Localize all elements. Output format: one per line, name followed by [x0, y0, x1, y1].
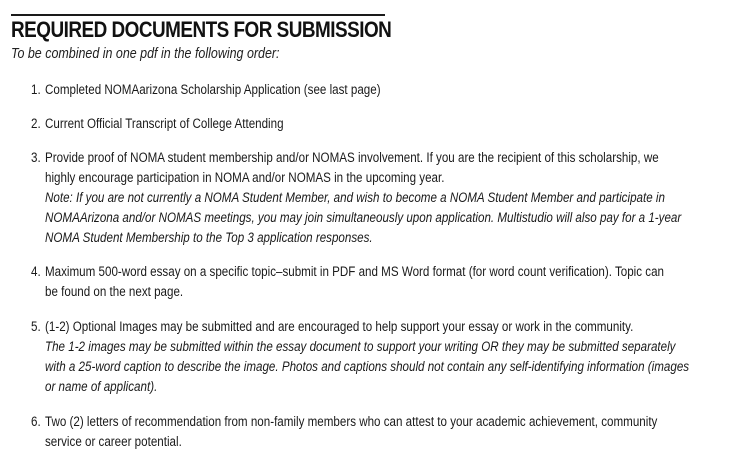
- item-text: [45, 80, 733, 100]
- item-number: 1.: [31, 82, 41, 97]
- heading-rule: [11, 14, 385, 16]
- item-note-line: NOMAArizona and/or NOMAS meetings, you may join simultaneously upon application. Multistudio will also pay for a 1-year: [45, 210, 682, 225]
- item-text: [45, 412, 733, 452]
- item-line: Current Official Transcript of College Attending: [45, 116, 284, 131]
- item-line: Completed NOMAarizona Scholarship Application (see last page): [45, 82, 381, 97]
- item-text: [45, 114, 733, 134]
- item-line: service or career potential.: [45, 434, 182, 449]
- item-line: Provide proof of NOMA student membership and/or NOMAS involvement. If you are the recipient of this scholarship, we: [45, 150, 659, 165]
- item-note-line: or name of applicant).: [45, 379, 158, 394]
- page-title: REQUIRED DOCUMENTS FOR SUBMISSION: [11, 17, 392, 42]
- item-line: Two (2) letters of recommendation from non-family members who can attest to your academic achievement, community: [45, 414, 658, 429]
- item-text: [45, 148, 733, 248]
- item-note-line: with a 25-word caption to describe the image. Photos and captions should not contain any self-identifying information (images: [45, 359, 690, 374]
- item-line: (1-2) Optional Images may be submitted and are encouraged to help support your essay or work in the community.: [45, 319, 634, 334]
- item-number: 2.: [31, 116, 41, 131]
- item-text: [45, 317, 733, 397]
- item-text: [45, 262, 733, 302]
- item-note-line: The 1-2 images may be submitted within the essay document to support your writing OR they may be submitted separately: [45, 339, 676, 354]
- item-note-line: NOMA Student Membership to the Top 3 application responses.: [45, 230, 373, 245]
- subtitle: To be combined in one pdf in the following order:: [11, 46, 280, 62]
- item-line: highly encourage participation in NOMA and/or NOMAS in the upcoming year.: [45, 170, 445, 185]
- item-line: Maximum 500-word essay on a specific topic–submit in PDF and MS Word format (for word count verification). Topic can: [45, 264, 665, 279]
- item-line: be found on the next page.: [45, 284, 184, 299]
- item-note-line: Note: If you are not currently a NOMA Student Member, and wish to become a NOMA Student Member and participate in: [45, 190, 665, 205]
- item-number: 5.: [31, 319, 41, 334]
- item-number: 3.: [31, 150, 41, 165]
- item-number: 4.: [31, 264, 41, 279]
- item-number: 6.: [31, 414, 41, 429]
